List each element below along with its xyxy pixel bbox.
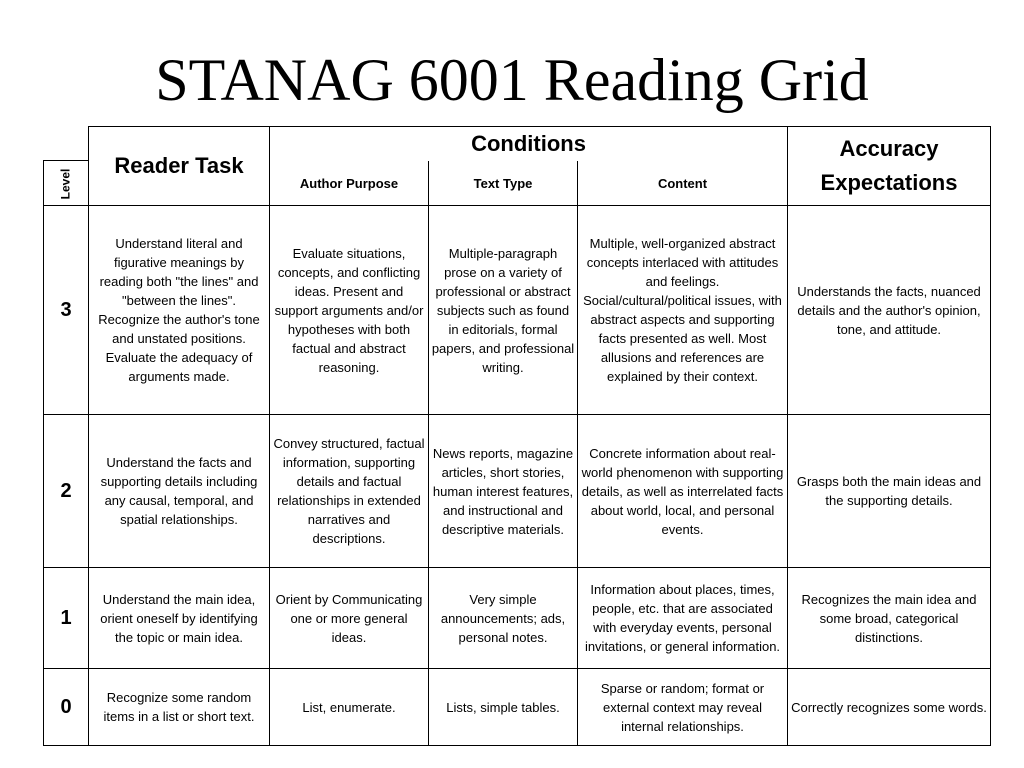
level-header: [44, 162, 86, 206]
level-cell: 0: [60, 695, 72, 718]
grid-line: [43, 160, 89, 161]
content-cell: Information about places, times, people, etc. that are associated with everyday events, personal invitations, or general information.: [584, 582, 781, 654]
accuracy-cell: Grasps both the main ideas and the supporting details.: [796, 474, 982, 508]
reader-task-cell: Recognize some random items in a list or short text.: [103, 690, 255, 724]
content-cell: Multiple, well-organized abstract concepts interlaced with attitudes and feelings. Social/cultural/political issues, with abstract aspects and supporting facts presented as well. Most allusions and references are explained by their context.: [583, 236, 782, 384]
accuracy-cell: Recognizes the main idea and some broad, categorical distinctions.: [801, 591, 977, 645]
accuracy-cell: Correctly recognizes some words.: [791, 699, 987, 715]
level-cell: 2: [60, 479, 72, 502]
reader-task-cell: Understand literal and figurative meanings by reading both "the lines" and "between the lines". Recognize the author's tone and unstated positions. Evaluate the adequacy of arguments made.: [98, 236, 260, 384]
text-type-cell: Lists, simple tables.: [446, 699, 560, 715]
level-header-label: Level: [58, 168, 72, 200]
reader-task-cell: Understand the main idea, orient oneself by identifying the topic or main idea.: [100, 591, 258, 645]
reader-task-cell: Understand the facts and supporting details including any causal, temporal, and spatial relationships.: [100, 455, 258, 527]
content-header: Content: [657, 175, 708, 191]
text-type-cell: Very simple announcements; ads, personal notes.: [440, 591, 566, 645]
text-type-header: Text Type: [473, 175, 533, 191]
text-type-cell: Multiple-paragraph prose on a variety of professional or abstract subjects such as found in editorials, formal papers, and professional writing.: [431, 245, 575, 375]
reader-task-header: Reader Task: [114, 153, 244, 178]
author-purpose-header: Author Purpose: [299, 175, 399, 191]
page-title: STANAG 6001 Reading Grid: [155, 47, 869, 113]
accuracy-cell: Understands the facts, nuanced details and the author's opinion, tone, and attitude.: [797, 283, 981, 337]
conditions-header: Conditions: [471, 131, 586, 156]
author-purpose-cell: List, enumerate.: [302, 699, 396, 715]
accuracy-expectations-header: Accuracy Expectations: [820, 136, 958, 195]
level-cell: 1: [60, 606, 72, 629]
content-cell: Concrete information about real-world phenomenon with supporting details, as well as interrelated facts about world, local, and personal events.: [581, 445, 784, 537]
grid-line: [990, 126, 991, 746]
author-purpose-cell: Convey structured, factual information, supporting details and factual relationships in extended narratives and descriptions.: [273, 436, 425, 546]
author-purpose-cell: Evaluate situations, concepts, and conflicting ideas. Present and support arguments and/or hypotheses with both factual and abstract reasoning.: [274, 245, 424, 375]
level-cell: 3: [60, 298, 72, 321]
text-type-cell: News reports, magazine articles, short stories, human interest features, and instructional and descriptive materials.: [432, 445, 574, 537]
author-purpose-cell: Orient by Communicating one or more general ideas.: [275, 591, 423, 645]
grid-line: [43, 745, 991, 746]
content-cell: Sparse or random; format or external context may reveal internal relationships.: [600, 680, 765, 734]
